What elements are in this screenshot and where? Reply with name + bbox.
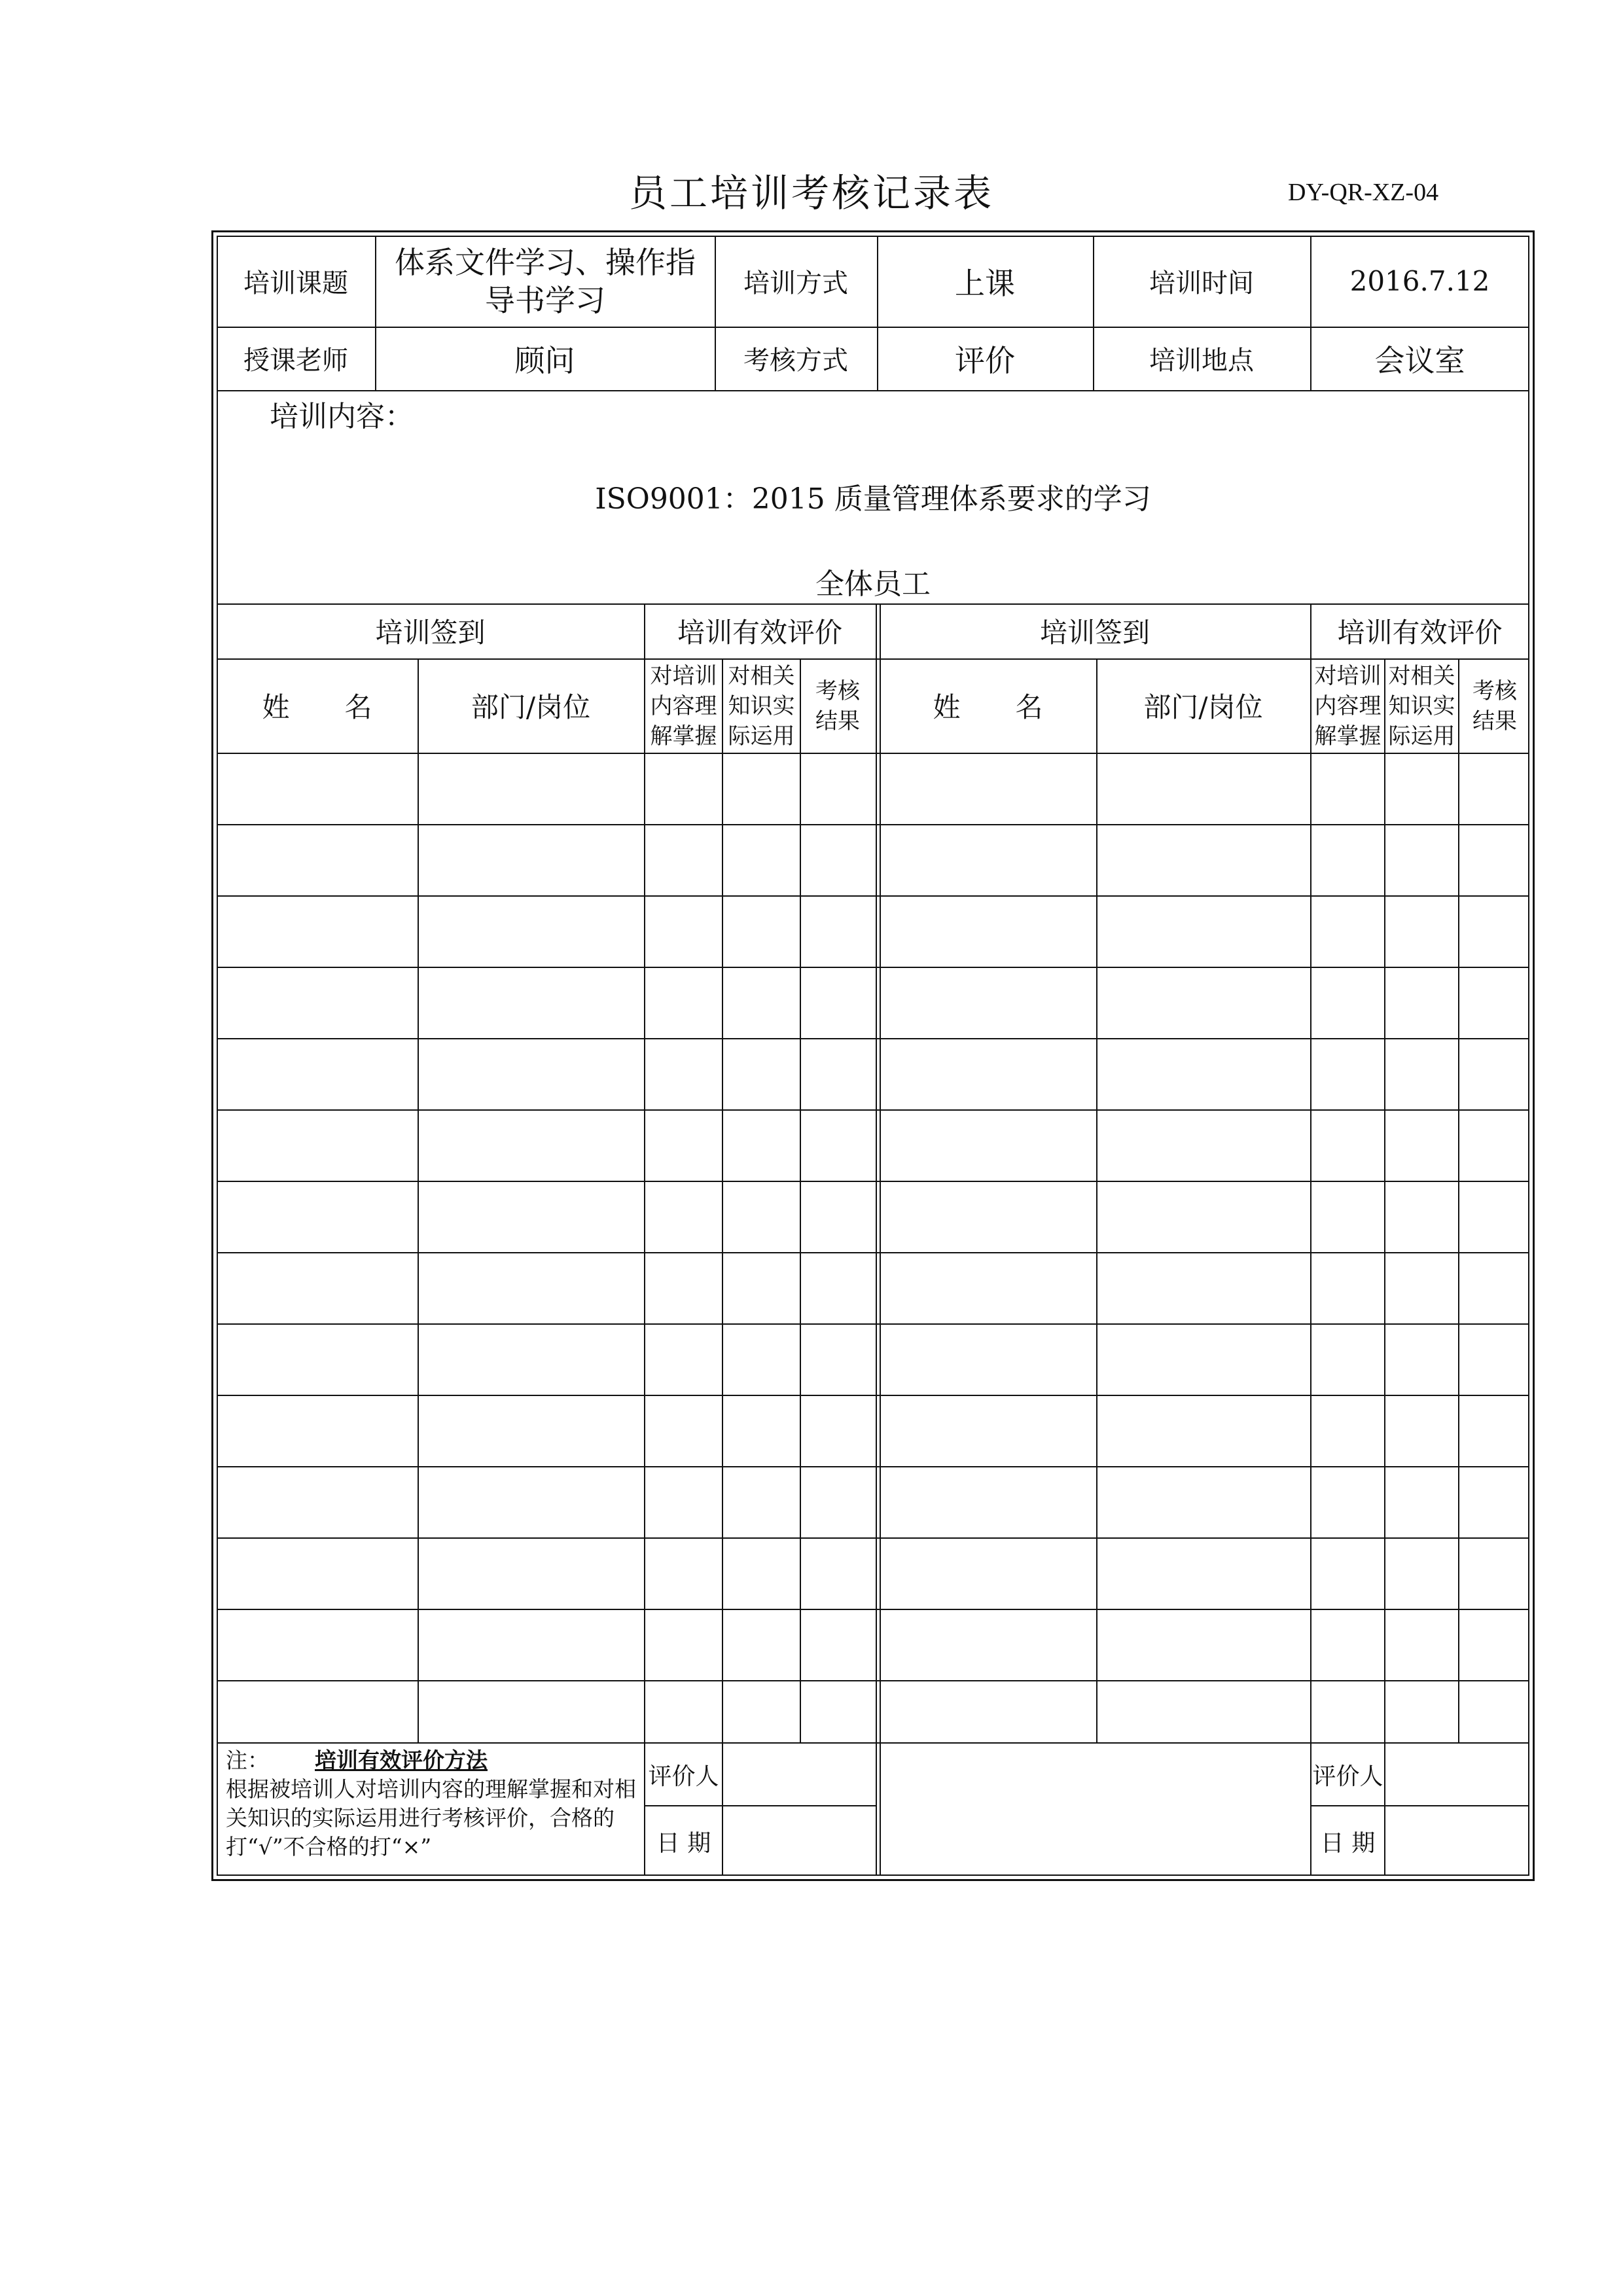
place-label: 培训地点 bbox=[1149, 346, 1254, 376]
row-divider bbox=[217, 1038, 1529, 1039]
row-divider bbox=[217, 824, 1529, 825]
row-divider bbox=[217, 895, 1529, 897]
dept-column-header: 部门/岗位 bbox=[471, 691, 591, 723]
row-divider bbox=[217, 967, 1529, 968]
signin-header-right: 培训签到 bbox=[1039, 617, 1150, 649]
eval-header-left: 培训有效评价 bbox=[677, 617, 842, 649]
assess-label: 考核方式 bbox=[743, 346, 848, 376]
form-code: DY-QR-XZ-04 bbox=[1288, 179, 1439, 206]
dept-column-header: 部门/岗位 bbox=[1143, 691, 1263, 723]
row-divider bbox=[217, 753, 1529, 754]
assess-value: 评价 bbox=[955, 342, 1015, 378]
row-divider bbox=[217, 1609, 1529, 1610]
eval-result-header: 考核结果 bbox=[815, 678, 860, 734]
col-divider bbox=[418, 658, 419, 1742]
col-divider bbox=[800, 658, 801, 1742]
col-divider bbox=[1384, 658, 1385, 1742]
col-divider bbox=[880, 603, 881, 1876]
eval-understanding-header: 对培训内容理解掌握 bbox=[650, 663, 717, 749]
topic-value: 体系文件学习、操作指导书学习 bbox=[395, 244, 696, 318]
row-divider bbox=[217, 1181, 1529, 1182]
col-divider bbox=[1384, 1742, 1385, 1876]
place-value: 会议室 bbox=[1374, 342, 1465, 378]
content-label: 培训内容： bbox=[270, 400, 414, 433]
teacher-value: 顾问 bbox=[514, 342, 575, 378]
eval-understanding-header: 对培训内容理解掌握 bbox=[1314, 663, 1382, 749]
time-value: 2016.7.12 bbox=[1349, 265, 1490, 297]
time-label: 培训时间 bbox=[1149, 268, 1254, 298]
evaluator-label: 评价人 bbox=[648, 1763, 719, 1790]
topic-label: 培训课题 bbox=[243, 268, 348, 298]
content-line-2: 全体员工 bbox=[815, 567, 931, 601]
col-divider bbox=[1096, 658, 1097, 1742]
row-divider bbox=[217, 1537, 1529, 1539]
eval-result-header: 考核结果 bbox=[1472, 678, 1517, 734]
row-divider bbox=[217, 1323, 1529, 1325]
form-title: 员工培训考核记录表 bbox=[628, 171, 994, 215]
name-column-header: 姓 名 bbox=[262, 691, 372, 723]
row-divider bbox=[217, 1252, 1529, 1253]
note-title: 培训有效评价方法 bbox=[315, 1748, 488, 1773]
evaluator-label: 评价人 bbox=[1312, 1763, 1383, 1790]
eval-header-right: 培训有效评价 bbox=[1337, 617, 1503, 649]
signin-header-left: 培训签到 bbox=[375, 617, 486, 649]
col-divider bbox=[1458, 658, 1459, 1742]
teacher-label: 授课老师 bbox=[243, 346, 348, 376]
eval-application-header: 对相关知识实际运用 bbox=[1388, 663, 1455, 749]
note-body: 根据被培训人对培训内容的理解掌握和对相关知识的实际运用进行考核评价，合格的打“√”不合格的打“×” bbox=[226, 1776, 636, 1859]
eval-application-header: 对相关知识实际运用 bbox=[728, 663, 795, 749]
row-divider bbox=[217, 1466, 1529, 1467]
row-divider bbox=[217, 1395, 1529, 1396]
col-divider bbox=[722, 1742, 723, 1876]
name-column-header: 姓 名 bbox=[933, 691, 1043, 723]
note-prefix: 注： bbox=[226, 1748, 269, 1773]
col-divider bbox=[1310, 603, 1311, 1876]
row-divider bbox=[217, 1109, 1529, 1111]
row-divider bbox=[217, 390, 1529, 391]
date-label: 日 期 bbox=[656, 1829, 711, 1857]
col-divider bbox=[876, 603, 877, 1876]
date-label: 日 期 bbox=[1320, 1829, 1376, 1857]
col-divider bbox=[722, 658, 723, 1742]
method-label: 培训方式 bbox=[743, 268, 848, 298]
method-value: 上课 bbox=[955, 265, 1015, 301]
evaluation-method-note bbox=[226, 1746, 645, 1861]
row-divider bbox=[217, 1680, 1529, 1681]
col-divider bbox=[644, 603, 645, 1876]
content-line-1: ISO9001：2015 质量管理体系要求的学习 bbox=[595, 482, 1151, 516]
